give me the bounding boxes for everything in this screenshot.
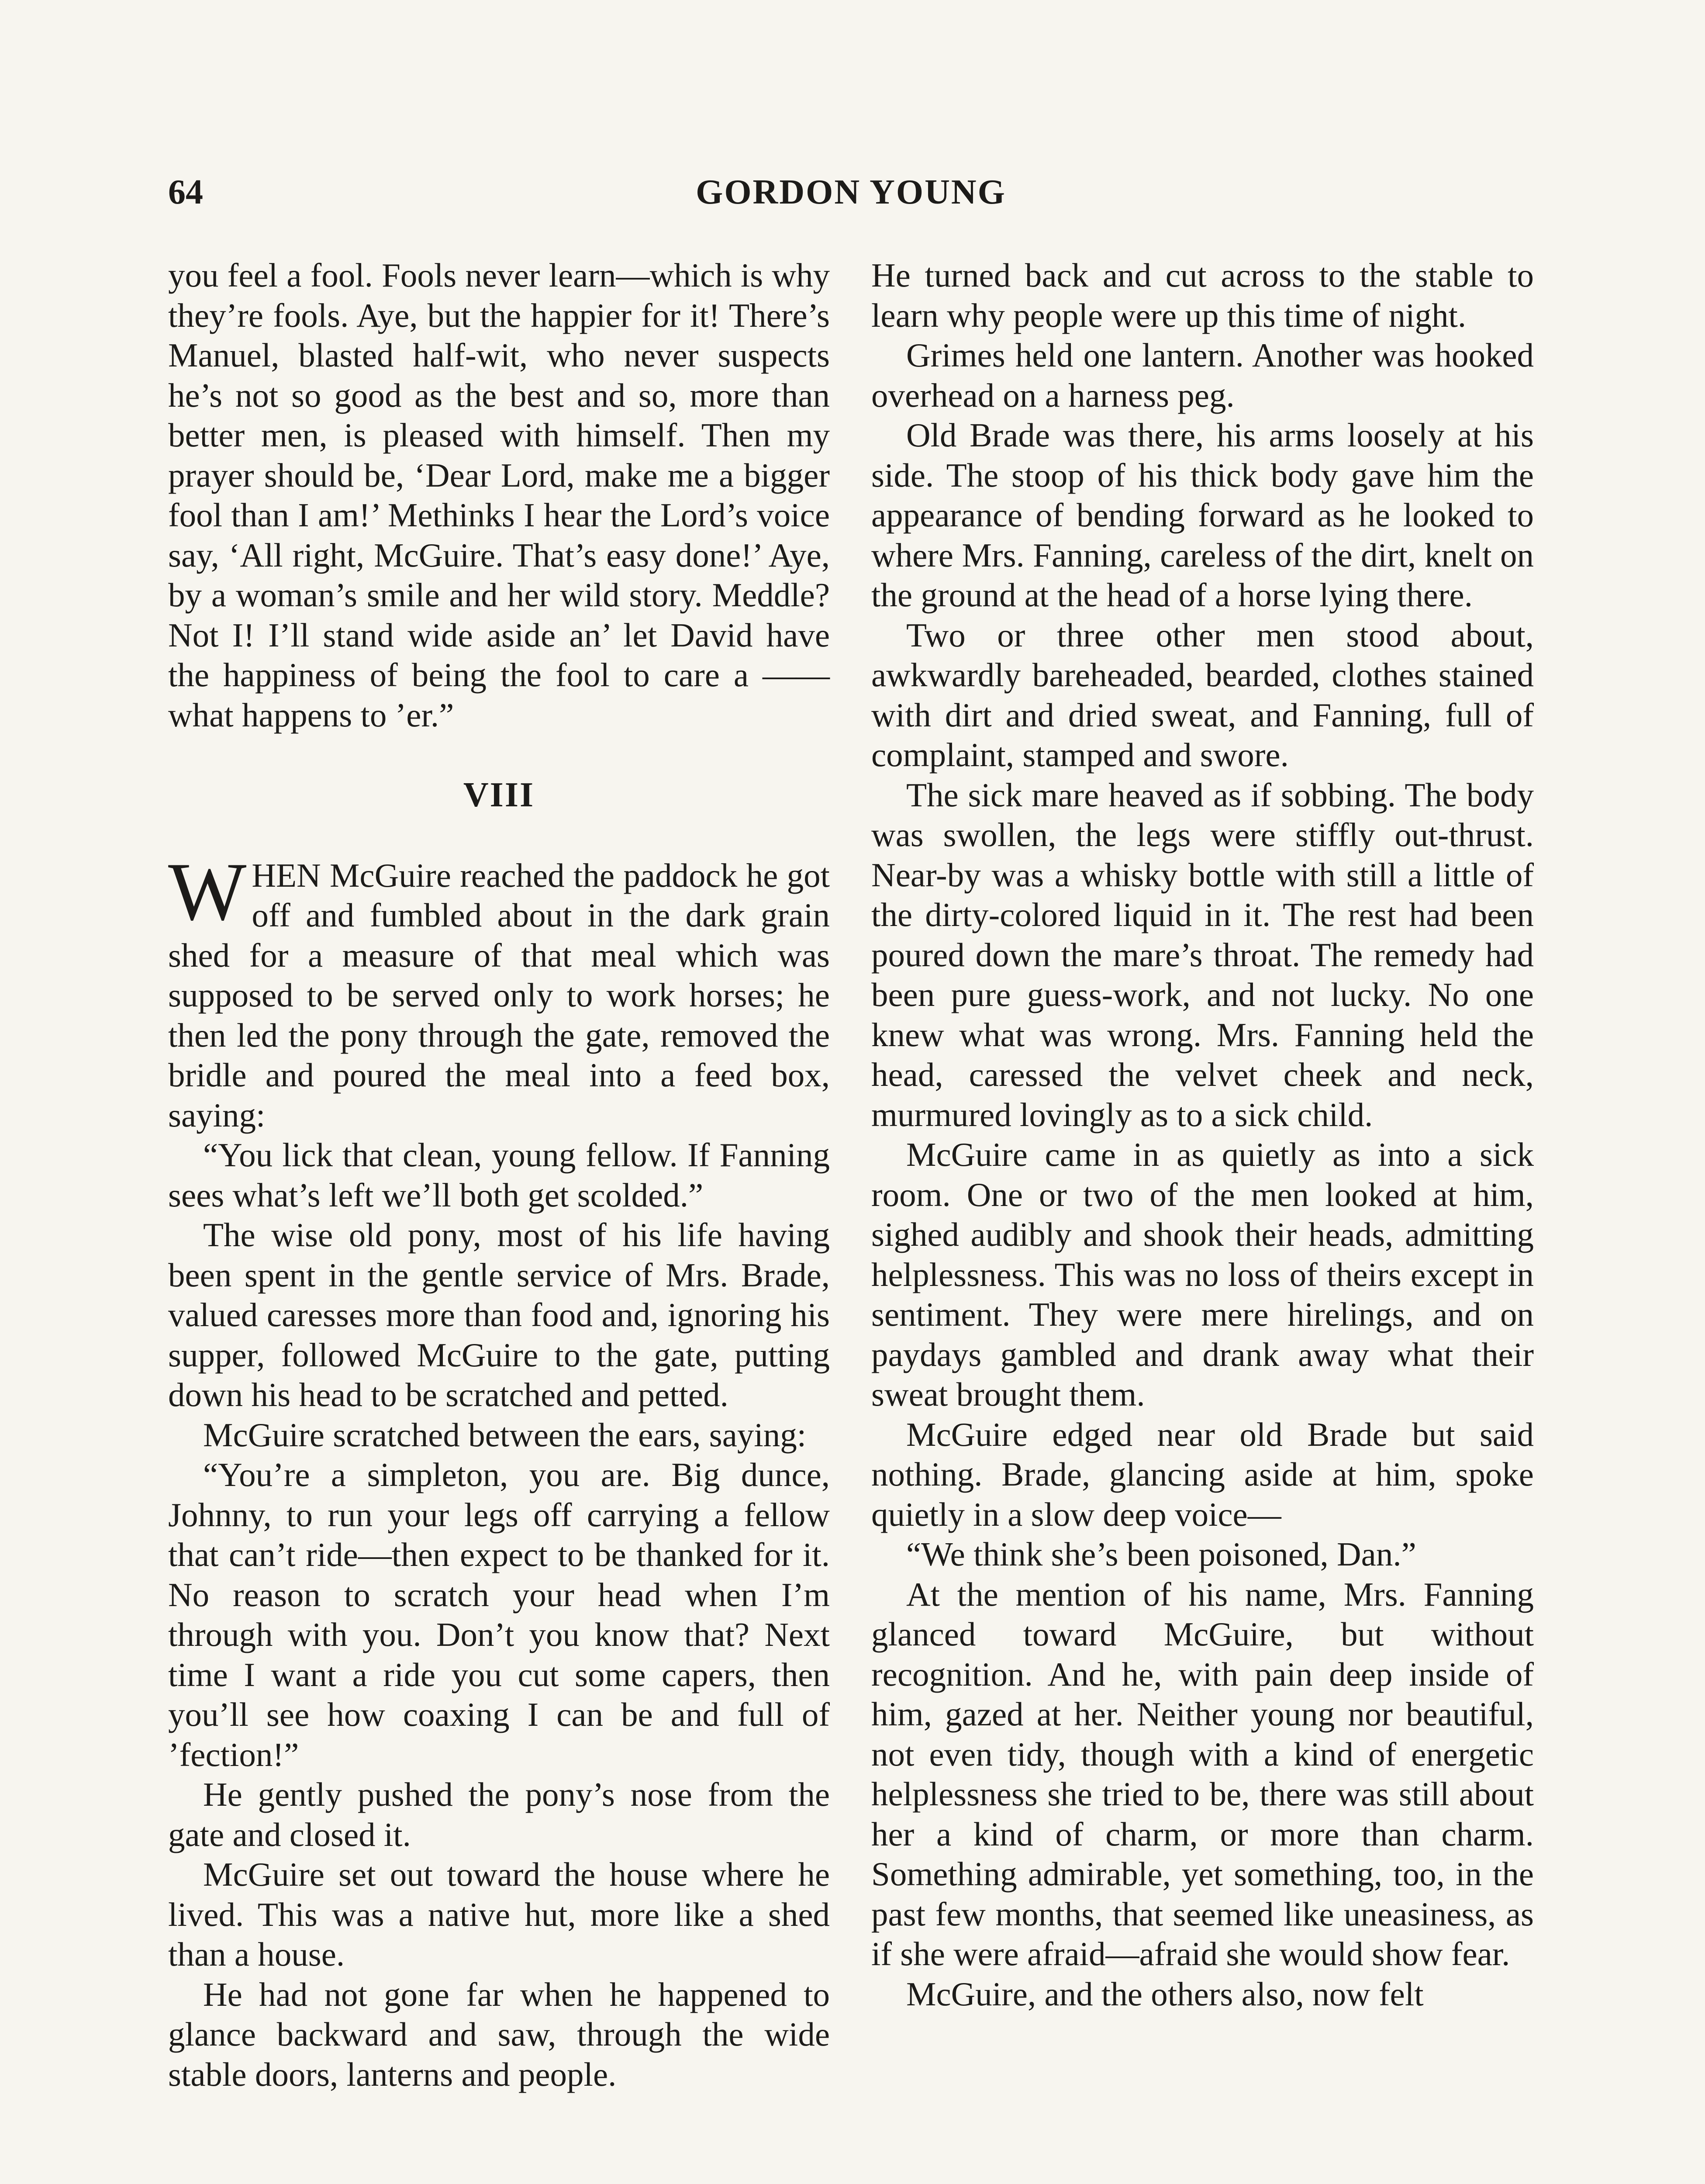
- paragraph: McGuire set out toward the house where he lived. This was a native hut, more like a shed than a house.: [168, 1856, 830, 1973]
- paragraph: McGuire came in as quietly as into a sick room. One or two of the men looked at him, sighed audibly and shook their heads, admitting helplessness. This was no loss of theirs except in sentiment. They were mere hirelings, and on paydays gambled and drank away what their sweat brought them.: [871, 1136, 1534, 1413]
- paragraph: “You lick that clean, young fellow. If Fanning sees what’s left we’ll both get scolded.”: [168, 1136, 830, 1214]
- left-column: [168, 256, 830, 2094]
- page-number: 64: [168, 173, 203, 211]
- paragraph: “You’re a simpleton, you are. Big dunce, Johnny, to run your legs off carrying a fellow that can’t ride—then expect to be thanked for it. No reason to scratch your head when I’m through with you. Don’t you know that? Next time I want a ride you cut some capers, then you’ll see how coaxing I can be and full of ’fection!”: [168, 1456, 830, 1773]
- drop-cap: W: [168, 846, 247, 938]
- paragraph: He gently pushed the pony’s nose from the gate and closed it.: [168, 1776, 830, 1853]
- paragraph: At the mention of his name, Mrs. Fanning glanced toward McGuire, but without recognition. And he, with pain deep inside of him, gazed at her. Neither young nor beautiful, not even tidy, though with a kind of energetic helplessness she tried to be, there was still about her a kind of charm, or more than charm. Something admirable, yet something, too, in the past few months, that seemed like uneasiness, as if she were afraid—afraid she would show fear.: [871, 1575, 1534, 1973]
- paragraph: McGuire edged near old Brade but said nothing. Brade, glancing aside at him, spoke quietly in a slow deep voice—: [871, 1415, 1534, 1533]
- running-title: GORDON YOUNG: [696, 173, 1006, 211]
- page-header: [168, 173, 1534, 221]
- opening-paragraph: [168, 846, 830, 1136]
- paragraph: McGuire scratched between the ears, saying:: [203, 1416, 807, 1454]
- paragraph: “We think she’s been poisoned, Dan.”: [906, 1535, 1416, 1573]
- paragraph: you feel a fool. Fools never learn—which is why they’re fools. Aye, but the happier for it! There’s Manuel, blasted half-wit, who never suspects he’s not so good as the best and so, more than better men, is pleased with himself. Then my prayer should be, ‘Dear Lord, make me a bigger fool than I am!’ Methinks I hear the Lord’s voice say, ‘All right, McGuire. That’s easy done!’ Aye, by a woman’s smile and her wild story. Meddle? Not I! I’ll stand wide aside an’ let David have the happiness of being the fool to care a —— what happens to ’er.”: [168, 256, 830, 734]
- paragraph: Grimes held one lantern. Another was hooked overhead on a harness peg.: [871, 336, 1534, 414]
- paragraph: He had not gone far when he happened to glance backward and saw, through the wide stable doors, lanterns and people.: [168, 1975, 830, 2093]
- paragraph: Two or three other men stood about, awkwardly bareheaded, bearded, clothes stained with dirt and dried sweat, and Fanning, full of complaint, stamped and swore.: [871, 616, 1534, 774]
- right-column: [871, 256, 1534, 2014]
- paragraph: The wise old pony, most of his life having been spent in the gentle service of Mrs. Brade, valued caresses more than food and, ignoring his supper, followed McGuire to the gate, putting down his head to be scratched and petted.: [168, 1216, 830, 1413]
- paragraph: The sick mare heaved as if sobbing. The body was swollen, the legs were stiffly out-thrust. Near-by was a whisky bottle with still a little of the dirty-colored liquid in it. The rest had been poured down the mare’s throat. The remedy had been pure guess-work, and not lucky. No one knew what was wrong. Mrs. Fanning held the head, caressed the velvet cheek and neck, murmured lovingly as to a sick child.: [871, 776, 1534, 1133]
- paragraph: Old Brade was there, his arms loosely at his side. The stoop of his thick body gave him the appearance of bending forward as he looked to where Mrs. Fanning, careless of the dirt, knelt on the ground at the head of a horse lying there.: [871, 416, 1534, 614]
- section-heading: VIII: [463, 776, 535, 814]
- paragraph: He turned back and cut across to the stable to learn why people were up this time of night.: [871, 256, 1534, 334]
- opening-paragraph-text: HEN McGuire reached the paddock he got off and fumbled about in the dark grain shed for a measure of that meal which was supposed to be served only to work horses; he then led the pony through the gate, removed the bridle and poured the meal into a feed box, saying:: [168, 856, 830, 1134]
- paragraph: McGuire, and the others also, now felt: [906, 1975, 1424, 2013]
